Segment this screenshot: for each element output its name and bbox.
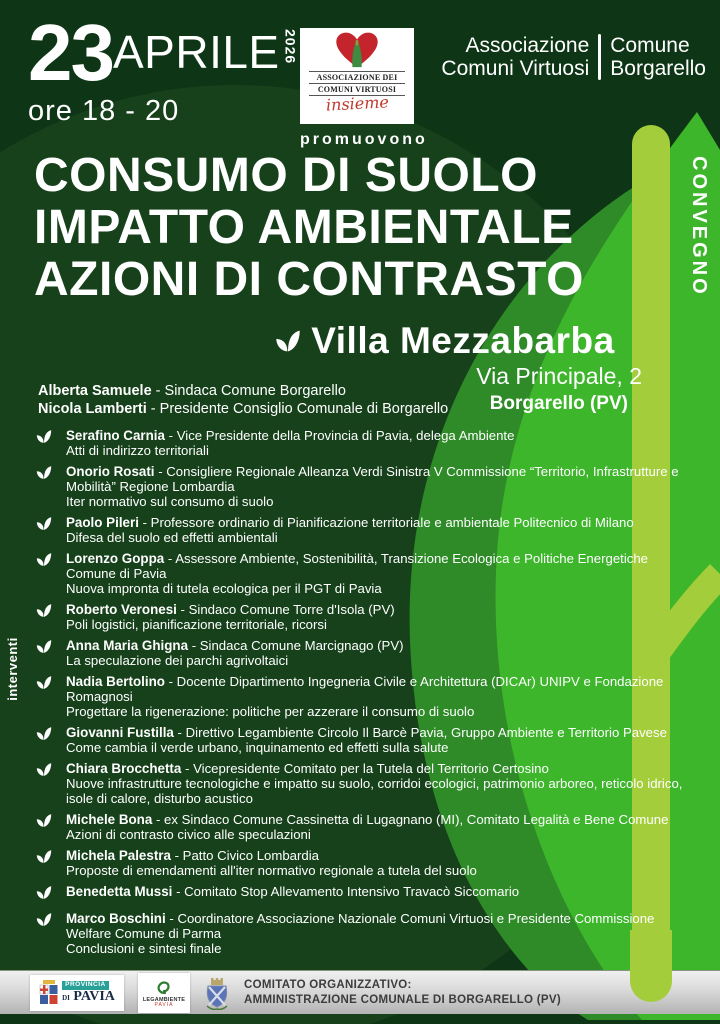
heart-hands-icon [334, 31, 380, 71]
speaker-item [36, 725, 698, 755]
speakers-list [36, 428, 698, 956]
speaker-role: - Sindaco Comune Torre d'Isola (PV) [176, 602, 395, 617]
leaf-bullet-icon [36, 726, 66, 755]
speaker-name: Benedetta Mussi [66, 884, 173, 899]
presenter-item [38, 401, 448, 419]
legambiente-logo [138, 973, 190, 1013]
date-day: 23 [28, 8, 113, 97]
borgarello-crest-icon [204, 976, 230, 1010]
section-label-interventi: interventi [5, 637, 20, 701]
speaker-item [36, 602, 698, 632]
presenters-list [38, 383, 448, 418]
presenter-name: Alberta Samuele [38, 383, 152, 399]
org-comune-line1: Comune [610, 34, 690, 57]
speaker-role: - Vicepresidente Comitato per la Tutela del Territorio Certosino [181, 761, 549, 776]
speaker-role: - Patto Civico Lombardia [170, 848, 320, 863]
leaf-bullet-icon [36, 813, 66, 842]
pavia-logo-provincia-label: PROVINCIA [62, 981, 109, 990]
pavia-coat-of-arms-icon [39, 979, 59, 1007]
speaker-item [36, 911, 698, 956]
speaker-talk: Poli logistici, pianificazione territoriale, ricorsi [66, 617, 327, 632]
speaker-name: Anna Maria Ghigna [66, 638, 189, 653]
speaker-name: Roberto Veronesi [66, 602, 177, 617]
speaker-role: - Assessore Ambiente, Sostenibilità, Transizione Ecologica e Politiche Energetiche Comune di Pavia [66, 551, 649, 581]
footer-bar [0, 970, 720, 1014]
stem-end-shape [630, 930, 672, 1002]
date-year: 2026 [282, 29, 299, 65]
speaker-role: - Consigliere Regionale Alleanza Verdi Sinistra V Commissione “Territorio, Infrastrutture e Mobilità” Regione Lombardia [66, 464, 679, 494]
leaf-bullet-icon [36, 639, 66, 668]
speaker-talk: Difesa del suolo ed effetti ambientali [66, 530, 278, 545]
speaker-name: Onorio Rosati [66, 464, 155, 479]
leaf-bullet-icon [36, 675, 66, 719]
presenter-name: Nicola Lamberti [38, 400, 147, 417]
speaker-talk: Iter normativo sul consumo di suolo [66, 494, 274, 509]
speaker-item [36, 812, 698, 842]
presenter-role: - Sindaca Comune Borgarello [151, 383, 346, 399]
leaf-bullet-icon [36, 885, 66, 905]
leaf-bullet-icon [36, 465, 66, 509]
speaker-name: Nadia Bertolino [66, 674, 165, 689]
leaf-bullet-icon [36, 762, 66, 806]
speaker-item [36, 848, 698, 878]
logo-script-text: insieme [325, 92, 389, 115]
legambiente-label: LEGAMBIENTE [142, 997, 186, 1003]
speaker-name: Paolo Pileri [66, 515, 139, 530]
speaker-name: Lorenzo Goppa [66, 551, 165, 566]
speaker-talk: Come cambia il verde urbano, inquinamento ed effetti sulla salute [66, 740, 449, 755]
leaf-bullet-icon [36, 603, 66, 632]
organizations-block [441, 34, 706, 80]
speaker-item [36, 428, 698, 458]
venue-address: Via Principale, 2 [476, 363, 642, 389]
speaker-item [36, 674, 698, 719]
org-comune-line2: Borgarello [610, 57, 706, 80]
leaf-bullet-icon [36, 552, 66, 596]
speaker-item [36, 884, 698, 905]
speaker-talk: Azioni di contrasto civico alle speculazioni [66, 827, 311, 842]
speaker-role: - Comitato Stop Allevamento Intensivo Travacò Siccomario [172, 884, 520, 899]
presenter-item [38, 383, 448, 401]
speaker-talk: Nuova impronta di tutela ecologica per il PGT di Pavia [66, 581, 382, 596]
leaf-bullet-icon [36, 516, 66, 545]
legambiente-sub-label: PAVIA [154, 1002, 174, 1008]
logo-text-line2: COMUNI VIRTUOSI [309, 84, 405, 96]
speaker-talk: Proposte di emendamenti all'iter normativo regionale a tutela del suolo [66, 863, 477, 878]
speaker-role: - ex Sindaco Comune Cassinetta di Lugagnano (MI), Comitato Legalità e Bene Comune [152, 812, 669, 827]
speaker-item [36, 515, 698, 545]
speaker-item [36, 551, 698, 596]
speaker-name: Giovanni Fustilla [66, 725, 174, 740]
speaker-item [36, 638, 698, 668]
association-logo [300, 28, 414, 124]
committee-line2: AMMINISTRAZIONE COMUNALE DI BORGARELLO (PV) [244, 993, 561, 1006]
org-divider [598, 34, 601, 80]
date-month: APRILE [112, 26, 280, 78]
speaker-role: - Coordinatore Associazione Nazionale Comuni Virtuosi e Presidente Commissione Welfare Comune di Parma [66, 911, 655, 941]
speaker-name: Marco Boschini [66, 911, 166, 926]
venue-city: Borgarello (PV) [489, 393, 628, 414]
speaker-item [36, 761, 698, 806]
org-association-line1: Associazione [465, 34, 590, 57]
promote-label: promuovono [300, 131, 428, 148]
speaker-role: - Direttivo Legambiente Circolo Il Barcè Pavia, Gruppo Ambiente e Territorio Pavese [173, 725, 667, 740]
speaker-name: Chiara Brocchetta [66, 761, 182, 776]
venue-name: Villa Mezzabarba [311, 320, 615, 361]
title-line1: CONSUMO DI SUOLO [34, 149, 539, 202]
event-time: ore 18 - 20 [28, 94, 180, 127]
leaf-bullet-icon [36, 849, 66, 878]
speaker-talk: Atti di indirizzo territoriali [66, 443, 209, 458]
pavia-logo-name-label: PAVIA [73, 988, 115, 1004]
speaker-talk: Nuove infrastrutture tecnologiche e impatto su suolo, corridoi ecologici, patrimonio arboreo, reticolo idrico, isole di calore, disturbo acustico [66, 776, 683, 806]
speaker-role: - Docente Dipartimento Ingegneria Civile e Architettura (DICAr) UNIPV e Fondazione Romagnosi [66, 674, 664, 704]
speaker-name: Serafino Carnia [66, 428, 165, 443]
committee-line1: COMITATO ORGANIZZATIVO: [244, 979, 412, 991]
provincia-pavia-logo [30, 975, 124, 1011]
speaker-role: - Professore ordinario di Pianificazione territoriale e ambientale Politecnico di Milano [138, 515, 634, 530]
title-line3: AZIONI DI CONTRASTO [34, 253, 584, 306]
speaker-role: - Sindaca Comune Marcignago (PV) [188, 638, 404, 653]
date-block [28, 8, 299, 128]
leaf-bullet-icon [36, 429, 66, 458]
event-title [34, 150, 584, 306]
pavia-logo-di-label: DI [62, 993, 70, 1002]
org-association-line2: Comuni Virtuosi [441, 57, 590, 80]
speaker-talk: Conclusioni e sintesi finale [66, 941, 222, 956]
presenter-role: - Presidente Consiglio Comunale di Borgarello [146, 400, 449, 417]
speaker-name: Michele Bona [66, 812, 153, 827]
leaf-icon [275, 329, 301, 353]
speaker-name: Michela Palestra [66, 848, 171, 863]
speaker-role: - Vice Presidente della Provincia di Pavia, delega Ambiente [164, 428, 515, 443]
leaf-bullet-icon [36, 912, 66, 956]
speaker-talk: Progettare la rigenerazione: politiche per azzerare il consumo di suolo [66, 704, 475, 719]
logo-text-line1: ASSOCIAZIONE DEI [309, 71, 405, 84]
convegno-badge: CONVEGNO [688, 156, 710, 297]
speaker-item [36, 464, 698, 509]
title-line2: IMPATTO AMBIENTALE [34, 201, 574, 254]
speaker-talk: La speculazione dei parchi agrivoltaici [66, 653, 289, 668]
legambiente-swan-icon [154, 977, 174, 997]
